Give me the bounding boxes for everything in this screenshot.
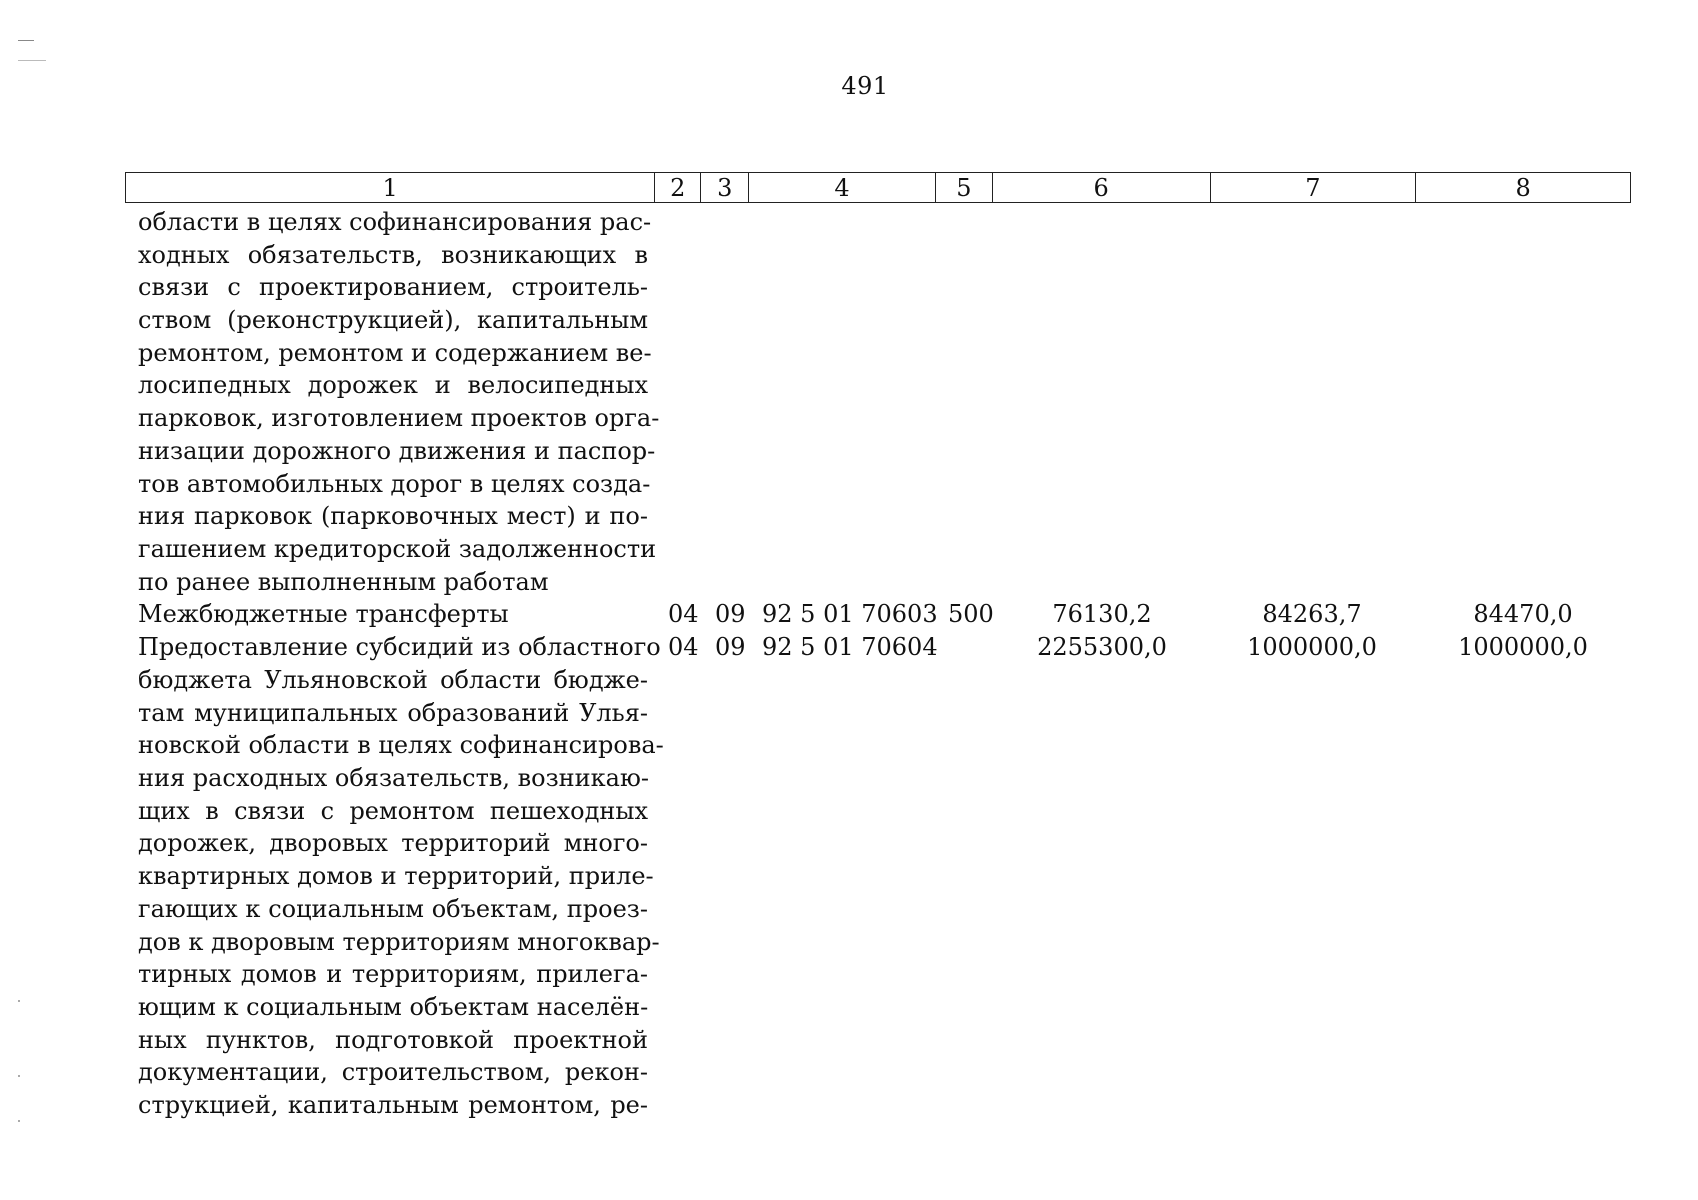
description-line: дов к дворовым территориям многоквар- (138, 927, 660, 956)
description-line: области в целях софинансирования рас- (138, 208, 652, 236)
description-continuation (138, 664, 664, 1122)
scan-artifact (18, 60, 46, 61)
header-col-5: 5 (936, 173, 993, 202)
header-col-1: 1 (126, 173, 655, 202)
header-col-7: 7 (1211, 173, 1417, 202)
cell-col-4: 92 5 01 70604 (762, 633, 938, 661)
description-line: документации, строительством, рекон- (138, 1058, 648, 1087)
scan-artifact (18, 40, 34, 41)
cell-col-3: 09 (715, 600, 746, 628)
description-line: ных пунктов, подготовкой проектной (138, 1025, 648, 1054)
cell-col-6: 2255300,0 (1037, 633, 1167, 661)
description-line: щих в связи с ремонтом пешеходных (138, 796, 648, 825)
cell-col-2: 04 (668, 600, 699, 628)
description-line: низации дорожного движения и паспор- (138, 436, 656, 465)
scan-artifact (18, 1075, 20, 1077)
cell-col-5: 500 (948, 600, 994, 628)
header-col-2: 2 (655, 173, 701, 202)
description-line: квартирных домов и территорий, приле- (138, 862, 654, 891)
description-line: ния расходных обязательств, возникаю- (138, 764, 649, 793)
description-line: гашением кредиторской задолженности (138, 534, 657, 563)
cell-col-8: 1000000,0 (1458, 633, 1588, 661)
scan-artifact (18, 1000, 20, 1002)
cell-col-7: 1000000,0 (1247, 633, 1377, 661)
table-row (0, 598, 1698, 630)
description-line: связи с проектированием, строитель- (138, 273, 648, 302)
description-line: там муниципальных образований Улья- (138, 698, 648, 727)
cell-col-7: 84263,7 (1262, 600, 1362, 628)
description-line: ющим к социальным объектам населён- (138, 992, 649, 1021)
description-line: ходных обязательств, возникающих в (138, 240, 648, 269)
description-line: парковок, изготовлением проектов орга- (138, 404, 660, 433)
scan-artifact (18, 1120, 20, 1122)
description-line: ством (реконструкцией), капитальным (138, 306, 648, 335)
row-label: Межбюджетные трансферты (138, 600, 509, 628)
description-line: ния парковок (парковочных мест) и по- (138, 502, 648, 531)
cell-col-4: 92 5 01 70603 (762, 600, 938, 628)
header-col-8: 8 (1515, 174, 1531, 202)
description-line: гающих к социальным объектам, проез- (138, 894, 648, 923)
page-number: 491 (841, 72, 889, 100)
description-line: тирных домов и территориям, прилега- (138, 960, 648, 989)
cell-col-2: 04 (668, 633, 699, 661)
description-line: по ранее выполненным работам (138, 567, 549, 596)
description-continuation (138, 206, 660, 598)
cell-col-6: 76130,2 (1052, 600, 1152, 628)
description-line: бюджета Ульяновской области бюдже- (138, 666, 648, 694)
cell-col-3: 09 (715, 633, 746, 661)
description-line: струкцией, капитальным ремонтом, ре- (138, 1090, 648, 1119)
description-line: дорожек, дворовых территорий много- (138, 829, 648, 858)
row-label: Предоставление субсидий из областного (138, 633, 661, 661)
description-line: ремонтом, ремонтом и содержанием ве- (138, 338, 652, 367)
cell-col-8: 84470,0 (1473, 600, 1573, 628)
table-header-row (125, 172, 1631, 203)
description-line: лосипедных дорожек и велосипедных (138, 371, 648, 400)
header-col-4: 4 (749, 173, 936, 202)
description-line: тов автомобильных дорог в целях созда- (138, 469, 651, 498)
table-row (0, 631, 1698, 663)
description-line: новской области в целях софинансирова- (138, 731, 664, 760)
header-col-3: 3 (701, 173, 749, 202)
header-col-6: 6 (993, 173, 1211, 202)
